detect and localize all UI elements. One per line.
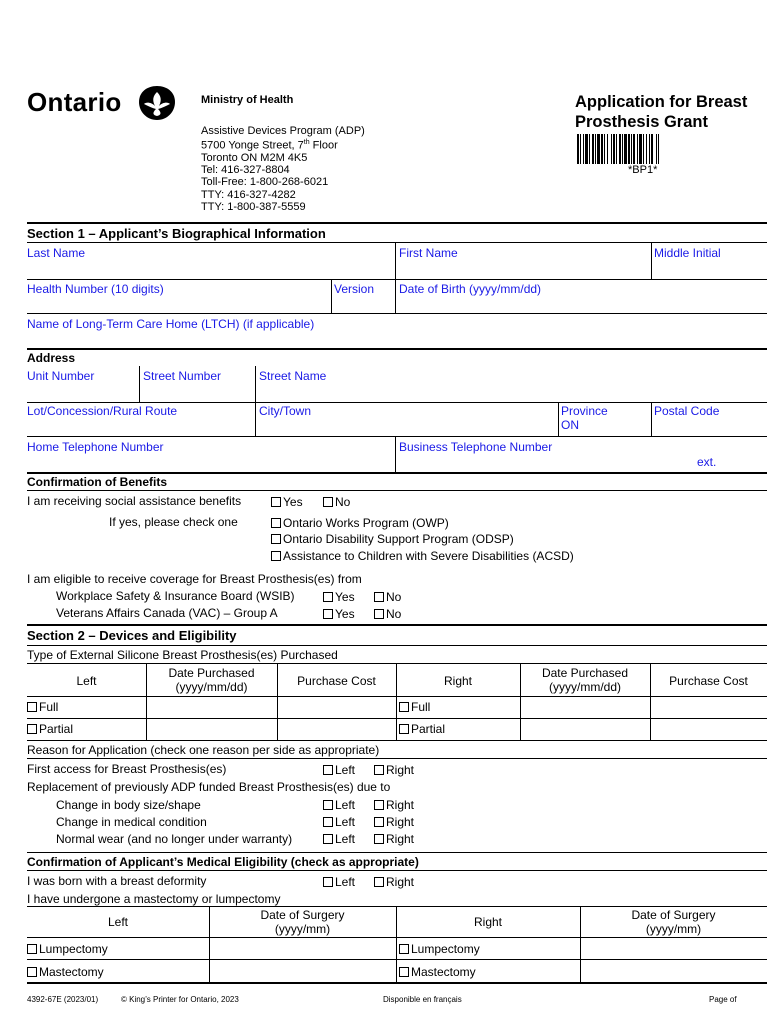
medical-eligibility-title: Confirmation of Applicant’s Medical Eligibility (check as appropriate) (27, 855, 419, 869)
program-name: Assistive Devices Program (ADP) (201, 125, 365, 137)
normal-wear-label: Normal wear (and no longer under warranty) (56, 832, 293, 846)
born-left-checkbox[interactable]: Left (323, 875, 355, 889)
ontario-logo-text: Ontario (27, 87, 122, 117)
right-full-checkbox[interactable]: Full (399, 700, 430, 714)
unit-number-label[interactable]: Unit Number (27, 369, 95, 383)
body-size-label: Change in body size/shape (56, 798, 201, 812)
program-address-block (201, 125, 365, 213)
left-full-checkbox[interactable]: Full (27, 700, 58, 714)
acsd-checkbox[interactable]: Assistance to Children with Severe Disabilities (ACSD) (271, 549, 574, 563)
copyright: © King’s Printer for Ontario, 2023 (121, 995, 239, 1004)
tty-1: TTY: 416-327-4282 (201, 188, 296, 201)
page-number: Page of (709, 995, 737, 1004)
body-size-left-checkbox[interactable]: Left (323, 798, 355, 812)
dob-label[interactable]: Date of Birth (yyyy/mm/dd) (399, 282, 542, 296)
benefits-title: Confirmation of Benefits (27, 475, 167, 489)
social-yes-checkbox[interactable]: Yes (271, 495, 303, 509)
right-partial-checkbox[interactable]: Partial (399, 722, 445, 736)
medical-right-checkbox[interactable]: Right (374, 815, 414, 829)
health-number-label[interactable]: Health Number (10 digits) (27, 282, 164, 296)
vac-label: Veterans Affairs Canada (VAC) – Group A (56, 606, 278, 620)
right-mastectomy-checkbox[interactable]: Mastectomy (399, 965, 476, 979)
address-city: Toronto ON M2M 4K5 (201, 152, 308, 165)
first-name-label[interactable]: First Name (399, 246, 458, 260)
medical-left-checkbox[interactable]: Left (323, 815, 355, 829)
first-access-label: First access for Breast Prosthesis(es) (27, 762, 227, 776)
french-available: Disponible en français (383, 995, 462, 1004)
street-number-label[interactable]: Street Number (143, 369, 222, 383)
surgery-left-header: Left (107, 915, 128, 929)
wear-right-checkbox[interactable]: Right (374, 832, 414, 846)
ltch-label[interactable]: Name of Long-Term Care Home (LTCH) (if applicable) (27, 317, 315, 331)
address-heading: Address (27, 351, 76, 365)
replacement-label: Replacement of previously ADP funded Breast Prosthesis(es) due to (27, 780, 391, 794)
medical-condition-label: Change in medical condition (56, 815, 207, 829)
lot-concession-label[interactable]: Lot/Concession/Rural Route (27, 404, 178, 418)
vac-yes-checkbox[interactable]: Yes (323, 607, 355, 621)
left-lumpectomy-checkbox[interactable]: Lumpectomy (27, 942, 108, 956)
tty-2: TTY: 1-800-387-5559 (201, 200, 306, 213)
reason-label: Reason for Application (check one reason per side as appropriate) (27, 743, 380, 757)
born-deformity-label: I was born with a breast deformity (27, 874, 207, 888)
wsib-label: Workplace Safety & Insurance Board (WSIB) (56, 589, 295, 603)
born-right-checkbox[interactable]: Right (374, 875, 414, 889)
city-town-label[interactable]: City/Town (259, 404, 312, 418)
section1-title: Section 1 – Applicant’s Biographical Information (27, 226, 326, 241)
social-assistance-question: I am receiving social assistance benefits (27, 494, 242, 508)
purchase-cost-left-header: Purchase Cost (297, 674, 376, 688)
right-header: Right (443, 674, 472, 688)
form-title: Application for Breast Prosthesis Grant (575, 93, 748, 131)
surgery-right-header: Right (473, 915, 502, 929)
left-mastectomy-checkbox[interactable]: Mastectomy (27, 965, 104, 979)
toll-free: Toll-Free: 1-800-268-6021 (201, 176, 329, 189)
undergone-label: I have undergone a mastectomy or lumpectomy (27, 892, 281, 906)
wsib-no-checkbox[interactable]: No (374, 590, 401, 604)
first-access-left-checkbox[interactable]: Left (323, 763, 355, 777)
version-label[interactable]: Version (334, 282, 375, 296)
address-street: 5700 Yonge Street, 7th Floor (201, 139, 338, 152)
right-lumpectomy-checkbox[interactable]: Lumpectomy (399, 942, 480, 956)
last-name-label[interactable]: Last Name (27, 246, 86, 260)
body-size-right-checkbox[interactable]: Right (374, 798, 414, 812)
postal-code-label[interactable]: Postal Code (654, 404, 720, 418)
vac-no-checkbox[interactable]: No (374, 607, 401, 621)
tel: Tel: 416-327-8804 (201, 164, 290, 177)
if-yes-label: If yes, please check one (109, 515, 238, 529)
left-header: Left (76, 674, 97, 688)
form-number: 4392-67E (2023/01) (27, 995, 99, 1004)
ext-label[interactable]: ext. (697, 455, 717, 469)
eligible-question: I am eligible to receive coverage for Breast Prosthesis(es) from (27, 572, 362, 586)
owp-checkbox[interactable]: Ontario Works Program (OWP) (271, 516, 449, 530)
section2-title: Section 2 – Devices and Eligibility (27, 628, 237, 643)
home-phone-label[interactable]: Home Telephone Number (27, 440, 164, 454)
wear-left-checkbox[interactable]: Left (323, 832, 355, 846)
province-label[interactable]: Province (561, 404, 608, 418)
street-name-label[interactable]: Street Name (259, 369, 327, 383)
purchase-cost-right-header: Purchase Cost (669, 674, 748, 688)
business-phone-label[interactable]: Business Telephone Number (399, 440, 553, 454)
wsib-yes-checkbox[interactable]: Yes (323, 590, 355, 604)
barcode (577, 134, 718, 164)
surgery-date-right-header: Date of Surgery (yyyy/mm) (631, 908, 716, 936)
left-partial-checkbox[interactable]: Partial (27, 722, 73, 736)
date-purchased-right-header: Date Purchased (yyyy/mm/dd) (541, 666, 629, 694)
social-no-checkbox[interactable]: No (323, 495, 350, 509)
odsp-checkbox[interactable]: Ontario Disability Support Program (ODSP) (271, 532, 514, 546)
surgery-date-left-header: Date of Surgery (yyyy/mm) (260, 908, 345, 936)
barcode-text: *BP1* (628, 164, 658, 176)
date-purchased-left-header: Date Purchased (yyyy/mm/dd) (168, 666, 255, 694)
trillium-logo-icon (137, 84, 177, 122)
first-access-right-checkbox[interactable]: Right (374, 763, 414, 777)
province-value[interactable]: ON (561, 418, 579, 432)
middle-initial-label[interactable]: Middle Initial (654, 246, 721, 260)
prosthesis-type-label: Type of External Silicone Breast Prosthesis(es) Purchased (27, 648, 338, 662)
ministry-name: Ministry of Health (201, 94, 294, 106)
